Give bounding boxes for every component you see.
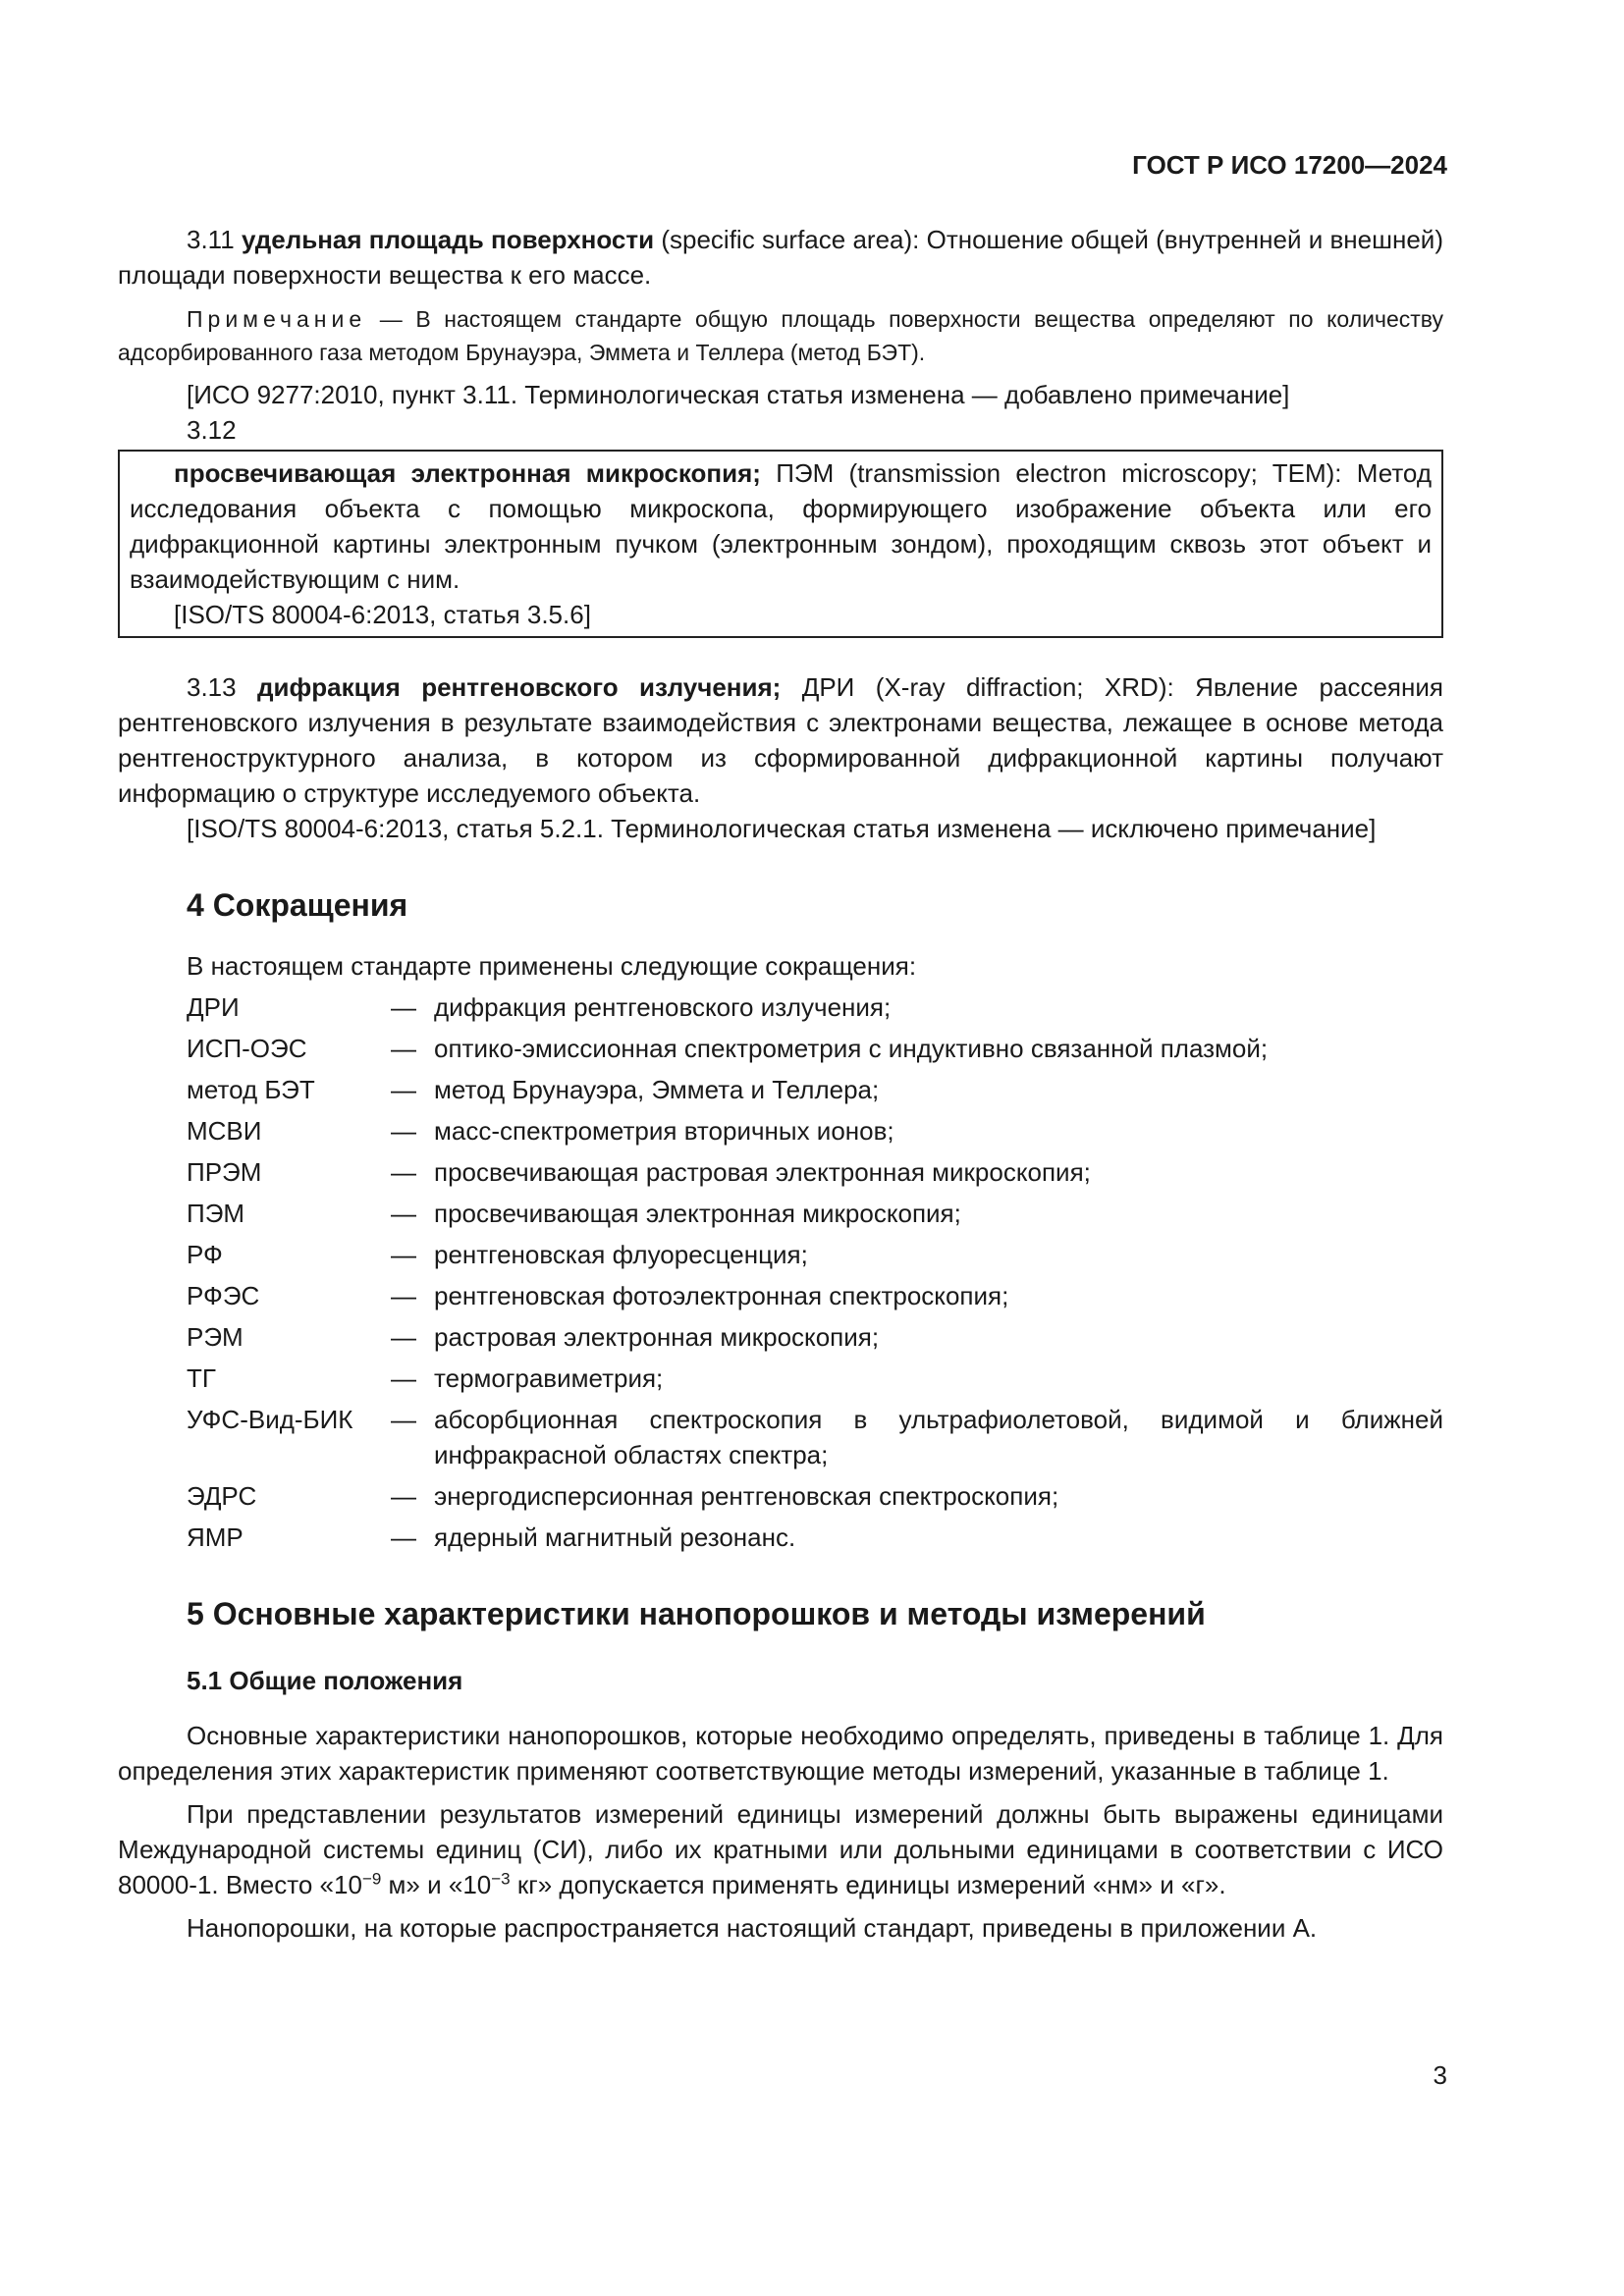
term-3-12 [130, 455, 1432, 597]
abbreviation-dash: — [391, 1522, 416, 1552]
abbreviation-dash: — [391, 1322, 416, 1352]
abbreviation-definition: абсорбционная спектроскопия в ультрафиолетовой, видимой и ближней инфракрасной областях спектра; [434, 1405, 1443, 1469]
abbreviation-term: метод БЭТ [187, 1075, 315, 1104]
abbreviation-definition: энергодисперсионная рентгеновская спектроскопия; [434, 1481, 1059, 1511]
term-3-12-box [118, 450, 1443, 638]
abbreviation-dash: — [391, 992, 416, 1022]
term-3-12-source: [ISO/TS 80004-6:2013, статья 3.5.6] [174, 600, 591, 629]
term-name: удельная площадь поверхности [241, 225, 655, 254]
exponent: −3 [491, 1869, 511, 1889]
abbreviation-item [118, 1361, 1443, 1396]
section-5-title: 5 Основные характеристики нанопорошков и методы измерений [187, 1596, 1206, 1631]
section-5-paragraph-3: Нанопорошки, на которые распространяется настоящий стандарт, приведены в приложении А. [187, 1913, 1318, 1943]
abbreviation-term: ИСП-ОЭС [187, 1034, 307, 1063]
abbreviation-term: РФЭС [187, 1281, 260, 1310]
term-3-13 [118, 669, 1443, 811]
page-number: 3 [1433, 2060, 1447, 2090]
term-number: 3.11 [187, 225, 235, 254]
abbreviation-term: ДРИ [187, 992, 240, 1022]
abbreviation-item [118, 1278, 1443, 1313]
abbreviation-item [118, 1237, 1443, 1272]
abbreviation-dash: — [391, 1034, 416, 1063]
abbreviation-item [118, 1520, 1443, 1555]
abbreviation-dash: — [391, 1405, 416, 1434]
abbreviation-dash: — [391, 1240, 416, 1269]
term-definition: ПЭМ (transmission electron microscopy; TEM): Метод исследования объекта с помощью микроскопа, формирующего изображение объекта или его дифракционной картины электронным пучком (электронным зондом), проходящим сквозь этот объект и взаимодействующим с ним. [130, 458, 1432, 594]
abbreviation-term: ЭДРС [187, 1481, 257, 1511]
abbreviations-intro: В настоящем стандарте применены следующие сокращения: [187, 951, 917, 981]
abbreviation-item [118, 1113, 1443, 1148]
exponent: −9 [361, 1869, 382, 1889]
section-5-paragraph-1: Основные характеристики нанопорошков, которые необходимо определять, приведены в таблице 1. Для определения этих характеристик применяют соответствующие методы измерений, указанные в таблице 1. [118, 1721, 1443, 1786]
abbreviation-term: УФС-Вид-БИК [187, 1405, 353, 1434]
term-3-11 [118, 222, 1443, 293]
document-id-header: ГОСТ Р ИСО 17200—2024 [1132, 150, 1447, 180]
abbreviation-definition: ядерный магнитный резонанс. [434, 1522, 796, 1552]
abbreviation-definition: просвечивающая электронная микроскопия; [434, 1199, 961, 1228]
abbreviation-definition: термогравиметрия; [434, 1363, 664, 1393]
abbreviation-dash: — [391, 1157, 416, 1187]
abbreviation-definition: просвечивающая растровая электронная микроскопия; [434, 1157, 1091, 1187]
paragraph-text: При представлении результатов измерений единицы измерений должны быть выражены единицами Международной системы единиц (СИ), либо их кратными или дольными единицами в соответствии с ИСО 80000-1. Вместо «10 [118, 1799, 1443, 1899]
abbreviation-definition: растровая электронная микроскопия; [434, 1322, 880, 1352]
term-number: 3.13 [187, 672, 237, 702]
term-name: дифракция рентгеновского излучения; [257, 672, 782, 702]
abbreviation-dash: — [391, 1116, 416, 1146]
abbreviation-term: ПРЭМ [187, 1157, 262, 1187]
abbreviation-dash: — [391, 1363, 416, 1393]
abbreviation-term: РФ [187, 1240, 223, 1269]
section-4-title: 4 Сокращения [187, 887, 408, 923]
abbreviation-item [118, 1031, 1443, 1066]
abbreviation-item [118, 989, 1443, 1025]
abbreviation-dash: — [391, 1199, 416, 1228]
abbreviation-item [118, 1402, 1443, 1472]
abbreviation-term: ПЭМ [187, 1199, 245, 1228]
term-definition: ДРИ (X-ray diffraction; XRD): Явление рассеяния рентгеновского излучения в результате взаимодействия с электронами вещества, лежащее в основе метода рентгеноструктурного анализа, в котором из сформированной дифракционной картины получают информацию о структуре исследуемого объекта. [118, 672, 1443, 808]
abbreviation-item [118, 1154, 1443, 1190]
term-3-11-note [118, 302, 1443, 369]
abbreviation-definition: оптико-эмиссионная спектрометрия с индуктивно связанной плазмой; [434, 1034, 1269, 1063]
page-content [118, 222, 1443, 1946]
term-3-12-number: 3.12 [187, 415, 237, 445]
abbreviation-dash: — [391, 1481, 416, 1511]
abbreviation-item [118, 1072, 1443, 1107]
note-text: — В настоящем стандарте общую площадь поверхности вещества определяют по количеству адсорбированного газа методом Брунауэра, Эммета и Теллера (метод БЭТ). [118, 306, 1443, 365]
abbreviation-term: ТГ [187, 1363, 216, 1393]
subsection-5-1-title: 5.1 Общие положения [187, 1666, 463, 1695]
paragraph-text: м» и «10 [381, 1870, 492, 1899]
term-definition: (specific surface area): Отношение общей (внутренней и внешней) площади поверхности вещества к его массе. [118, 225, 1443, 290]
section-5-paragraph-2 [118, 1796, 1443, 1902]
abbreviation-item [118, 1196, 1443, 1231]
abbreviation-dash: — [391, 1075, 416, 1104]
abbreviations-list [118, 989, 1443, 1555]
abbreviation-term: МСВИ [187, 1116, 262, 1146]
abbreviation-definition: метод Брунауэра, Эммета и Теллера; [434, 1075, 880, 1104]
abbreviation-definition: рентгеновская флуоресценция; [434, 1240, 808, 1269]
abbreviation-term: РЭМ [187, 1322, 244, 1352]
note-label: Примечание [187, 306, 367, 332]
abbreviation-item [118, 1319, 1443, 1355]
abbreviation-term: ЯМР [187, 1522, 244, 1552]
abbreviation-definition: рентгеновская фотоэлектронная спектроскопия; [434, 1281, 1009, 1310]
paragraph-text: кг» допускается применять единицы измерений «нм» и «г». [510, 1870, 1226, 1899]
abbreviation-definition: масс-спектрометрия вторичных ионов; [434, 1116, 894, 1146]
term-3-11-source: [ИСО 9277:2010, пункт 3.11. Терминологическая статья изменена — добавлено примечание] [187, 380, 1290, 409]
term-name: просвечивающая электронная микроскопия; [174, 458, 761, 488]
abbreviation-definition: дифракция рентгеновского излучения; [434, 992, 892, 1022]
term-3-13-source: [ISO/TS 80004-6:2013, статья 5.2.1. Терминологическая статья изменена — исключено примечание] [187, 814, 1377, 843]
abbreviation-dash: — [391, 1281, 416, 1310]
abbreviation-item [118, 1478, 1443, 1514]
